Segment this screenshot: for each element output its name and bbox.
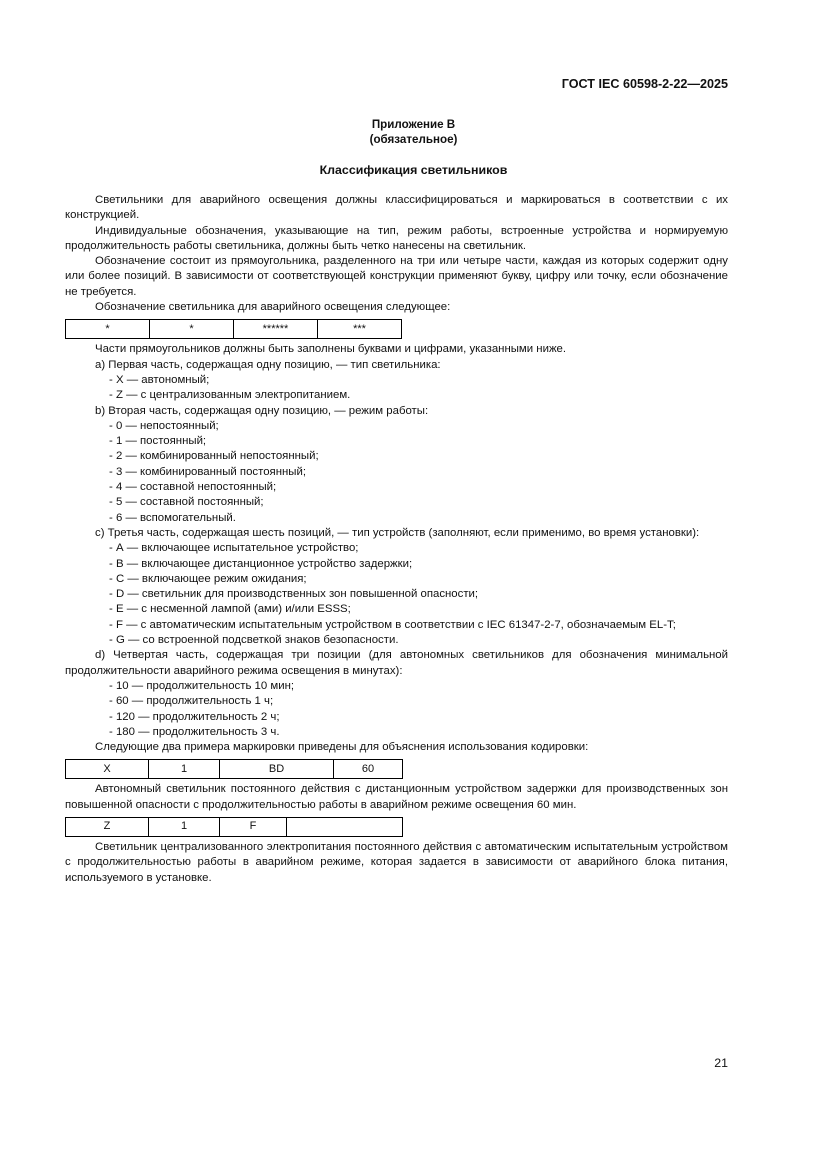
box-cell: X bbox=[66, 760, 149, 779]
list-heading: a) Первая часть, содержащая одну позицию, — тип светильника: bbox=[95, 358, 441, 371]
appendix-heading bbox=[0, 117, 827, 147]
list-heading: с) Третья часть, содержащая шесть позиций, — тип устройств (заполняют, если применимо, во время установки): bbox=[95, 526, 700, 539]
appendix-subtitle: (обязательное) bbox=[369, 133, 458, 146]
example1-box bbox=[65, 759, 403, 779]
list-item: - 3 — комбинированный постоянный; bbox=[109, 465, 307, 478]
box-cell: F bbox=[220, 817, 287, 836]
list-item: - В — включающее дистанционное устройство задержки; bbox=[109, 557, 413, 570]
list-item: - А — включающее испытательное устройство; bbox=[109, 542, 359, 555]
box-cell: 1 bbox=[149, 817, 220, 836]
document-header: ГОСТ IEC 60598-2-22—2025 bbox=[561, 77, 728, 91]
list-item: - 2 — комбинированный непостоянный; bbox=[109, 450, 319, 463]
paragraph: Светильники для аварийного освещения должны классифицироваться и маркироваться в соответствии с их конструкцией. bbox=[65, 194, 728, 222]
example2-box bbox=[65, 817, 403, 837]
list-item: - 180 — продолжительность 3 ч. bbox=[109, 725, 280, 738]
paragraph: Обозначение состоит из прямоугольника, разделенного на три или четыре части, каждая из которых содержит одну или более позиций. В зависимости от соответствующей конструкции применяют букву, цифру или точку, если обозначение не требуется. bbox=[65, 255, 728, 298]
document-body bbox=[65, 193, 728, 886]
list-item: - 5 — составной постоянный; bbox=[109, 496, 264, 509]
box-cell: * bbox=[66, 320, 150, 339]
box-cell: 1 bbox=[149, 760, 220, 779]
paragraph: Индивидуальные обозначения, указывающие на тип, режим работы, встроенные устройства и нормируемую продолжительность работы светильника, должны быть четко нанесены на светильник. bbox=[65, 224, 728, 252]
list-item: - 0 — непостоянный; bbox=[109, 419, 219, 432]
designation-template-box bbox=[65, 319, 402, 339]
box-cell bbox=[287, 817, 403, 836]
section-title: Классификация светильников bbox=[319, 163, 508, 177]
paragraph: Светильник централизованного электропитания постоянного действия с автоматическим испытательным устройством с продолжительностью работы в аварийном режиме, которая задается в зависимости от аварийного блока питания, используемого в установке. bbox=[65, 840, 728, 884]
paragraph: Автономный светильник постоянного действия с дистанционным устройством задержки для производственных зон повышенной опасности с продолжительностью работы в аварийном режиме освещения 60 мин. bbox=[65, 783, 728, 811]
list-item: - 1 — постоянный; bbox=[109, 435, 207, 448]
paragraph: Следующие два примера маркировки приведены для объяснения использования кодировки: bbox=[95, 741, 589, 754]
list-heading: d) Четвертая часть, содержащая три позиции (для автономных светильников для обозначения минимальной продолжительности аварийного режима освещения в минутах): bbox=[65, 649, 728, 677]
paragraph: Обозначение светильника для аварийного освещения следующее: bbox=[95, 301, 451, 314]
list-item: - 6 — вспомогательный. bbox=[109, 511, 236, 524]
list-item: - Е — с несменной лампой (ами) и/или ESSS; bbox=[109, 603, 351, 616]
list-item: - X — автономный; bbox=[109, 373, 210, 386]
list-item: - D — светильник для производственных зон повышенной опасности; bbox=[109, 588, 479, 601]
list-item: - 60 — продолжительность 1 ч; bbox=[109, 695, 274, 708]
list-item: - 120 — продолжительность 2 ч; bbox=[109, 710, 280, 723]
box-cell: * bbox=[150, 320, 234, 339]
box-cell: Z bbox=[66, 817, 149, 836]
box-cell: ****** bbox=[234, 320, 318, 339]
box-cell: 60 bbox=[334, 760, 403, 779]
page-number: 21 bbox=[714, 1056, 728, 1070]
list-item: - F — с автоматическим испытательным устройством в соответствии с IEC 61347-2-7, обозначаемым EL-T; bbox=[109, 618, 676, 631]
list-item: - С — включающее режим ожидания; bbox=[109, 572, 307, 585]
box-cell: BD bbox=[220, 760, 334, 779]
box-cell: *** bbox=[318, 320, 402, 339]
appendix-title: Приложение В bbox=[371, 118, 456, 131]
list-item: - 10 — продолжительность 10 мин; bbox=[109, 679, 295, 692]
list-item: - 4 — составной непостоянный; bbox=[109, 481, 277, 494]
list-item: - G — со встроенной подсветкой знаков безопасности. bbox=[109, 634, 399, 647]
list-heading: b) Вторая часть, содержащая одну позицию, — режим работы: bbox=[95, 404, 429, 417]
list-item: - Z — с централизованным электропитанием. bbox=[109, 389, 351, 402]
paragraph: Части прямоугольников должны быть заполнены буквами и цифрами, указанными ниже. bbox=[95, 343, 567, 356]
